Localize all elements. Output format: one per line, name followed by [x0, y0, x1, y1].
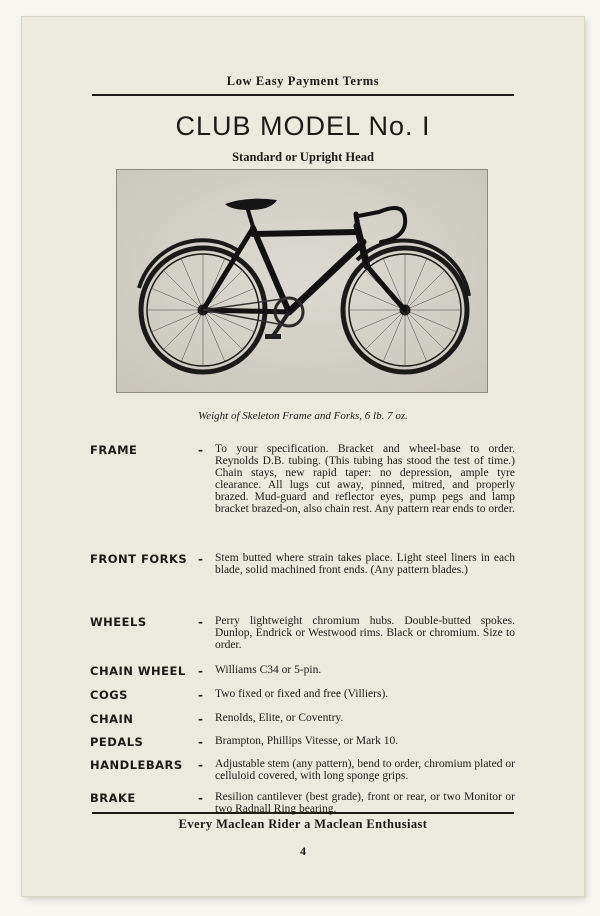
- spec-text: Resilion cantilever (best grade), front or rear, or two Monitor or two Radnall Ring bearing.: [215, 791, 515, 815]
- payment-terms-heading: Low Easy Payment Terms: [226, 74, 380, 88]
- spec-label: COGS: [90, 688, 128, 702]
- page-title: CLUB MODEL No. I: [175, 111, 431, 141]
- top-rule: [92, 94, 514, 96]
- spec-text: To your specification. Bracket and wheel-base to order. Reynolds D.B. tubing. (This tubing has stood the test of time.) Chain stays, new rapid taper: no depression, ample tyre clearance. All lugs cut away, pinned, mitred, and properly brazed. Mud-guard and reflector eyes, pump pegs and lamp bracket brazed-on, also chain rest. Any pattern rear ends to order.: [215, 443, 515, 515]
- spec-dash: -: [198, 688, 203, 702]
- spec-text: Stem butted where strain takes place. Light steel liners in each blade, solid machined front ends. (Any pattern blades.): [215, 552, 515, 576]
- spec-label: BRAKE: [90, 791, 136, 805]
- spec-label: HANDLEBARS: [90, 758, 183, 772]
- spec-text: Renolds, Elite, or Coventry.: [215, 712, 344, 724]
- photo-caption: Weight of Skeleton Frame and Forks, 6 lb. 7 oz.: [198, 410, 408, 422]
- spec-label: PEDALS: [90, 735, 144, 749]
- spec-label: FRAME: [90, 443, 138, 457]
- spec-dash: -: [198, 664, 203, 678]
- spec-label: WHEELS: [90, 615, 147, 629]
- spec-label: CHAIN: [90, 712, 134, 726]
- spec-text: Perry lightweight chromium hubs. Double-butted spokes. Dunlop, Endrick or Westwood rims. Black or chromium. Size to order.: [215, 615, 515, 651]
- spec-dash: -: [198, 443, 203, 457]
- footer-slogan: Every Maclean Rider a Maclean Enthusiast: [178, 817, 428, 831]
- spec-text: Adjustable stem (any pattern), bend to order, chromium plated or celluloid covered, with long sponge grips.: [215, 758, 515, 782]
- page-subtitle: Standard or Upright Head: [232, 150, 374, 164]
- bottom-rule: [92, 812, 514, 814]
- spec-dash: -: [198, 615, 203, 629]
- catalog-page: [22, 17, 584, 896]
- spec-text: Brampton, Phillips Vitesse, or Mark 10.: [215, 735, 399, 747]
- bicycle-illustration: [117, 170, 488, 393]
- page-number: 4: [300, 844, 306, 858]
- spec-dash: -: [198, 758, 203, 772]
- spec-text: Two fixed or fixed and free (Villiers).: [215, 688, 389, 700]
- spec-dash: -: [198, 791, 203, 805]
- spec-dash: -: [198, 712, 203, 726]
- spec-text: Williams C34 or 5-pin.: [215, 664, 322, 676]
- spec-dash: -: [198, 735, 203, 749]
- spec-label: FRONT FORKS: [90, 552, 188, 566]
- spec-label: CHAIN WHEEL: [90, 664, 186, 678]
- bicycle-photo: [116, 169, 488, 393]
- spec-dash: -: [198, 552, 203, 566]
